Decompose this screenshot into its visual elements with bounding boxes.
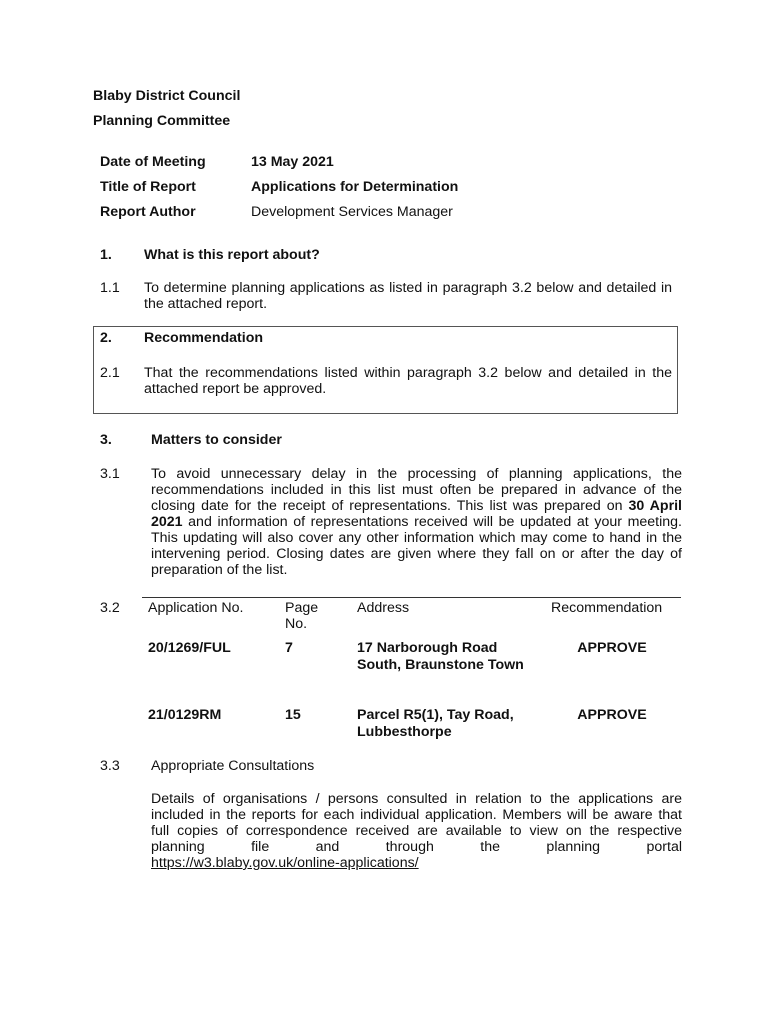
section3-number: 3.	[100, 432, 112, 448]
para-3-1-number: 3.1	[100, 466, 120, 482]
para-3-1-text-a: To avoid unnecessary delay in the processing of planning applications, the recommendations included in this list must often be prepared in advance of the closing date for the receipt of representations. This list was prepared on	[151, 466, 682, 514]
meta-value-title: Applications for Determination	[251, 179, 459, 195]
row1-recommendation: APPROVE	[577, 640, 647, 656]
meta-label-date: Date of Meeting	[100, 154, 206, 170]
section3-heading: Matters to consider	[151, 432, 282, 448]
meta-value-author: Development Services Manager	[251, 204, 453, 220]
para-3-3-heading: Appropriate Consultations	[151, 758, 315, 774]
prepared-date: 30 April 2021	[151, 498, 683, 530]
row1-application-no: 20/1269/FUL	[148, 640, 231, 656]
meta-label-title: Title of Report	[100, 179, 196, 195]
col-header-recommendation: Recommendation	[551, 600, 663, 616]
row2-application-no: 21/0129RM	[148, 707, 222, 723]
section2-number: 2.	[100, 330, 112, 346]
table-top-rule	[142, 597, 681, 598]
section2-para-number: 2.1	[100, 365, 120, 381]
section1-para-text: To determine planning applications as listed in paragraph 3.2 below and detailed in the attached report.	[144, 280, 672, 312]
para-3-1-text	[151, 466, 682, 578]
row2-address: Parcel R5(1), Tay Road, Lubbesthorpe	[357, 707, 514, 740]
section2-para-text: That the recommendations listed within paragraph 3.2 below and detailed in the attached report be approved.	[144, 365, 672, 397]
committee-name: Planning Committee	[93, 113, 231, 129]
row2-page-no: 15	[285, 707, 301, 723]
section1-number: 1.	[100, 247, 112, 263]
council-name: Blaby District Council	[93, 88, 241, 104]
row1-address: 17 Narborough Road South, Braunstone Town	[357, 640, 524, 673]
section2-heading: Recommendation	[144, 330, 264, 346]
row1-page-no: 7	[285, 640, 293, 656]
para-3-3-number: 3.3	[100, 758, 120, 774]
col-header-address: Address	[357, 600, 410, 616]
col-header-application: Application No.	[148, 600, 244, 616]
section1-heading: What is this report about?	[144, 247, 320, 263]
section1-para-number: 1.1	[100, 280, 120, 296]
planning-portal-link[interactable]: https://w3.blaby.gov.uk/online-applications/	[151, 855, 419, 871]
meta-label-author: Report Author	[100, 204, 196, 220]
portal-link-wrap	[151, 855, 419, 871]
row2-recommendation: APPROVE	[577, 707, 647, 723]
para-3-2-number: 3.2	[100, 600, 120, 616]
meta-value-date: 13 May 2021	[251, 154, 334, 170]
para-3-3-text: Details of organisations / persons consulted in relation to the applications are included in the reports for each individual application. Members will be aware that full copies of correspondence received are available to view on the respective planning file and through the planning portal	[151, 791, 682, 855]
para-3-1-text-b: and information of representations received will be updated at your meeting. This updating will also cover any other information which may come to hand in the intervening period. Closing dates are given where they fall on or after the day of preparation of the list.	[151, 514, 682, 578]
col-header-page: Page No.	[285, 600, 319, 632]
